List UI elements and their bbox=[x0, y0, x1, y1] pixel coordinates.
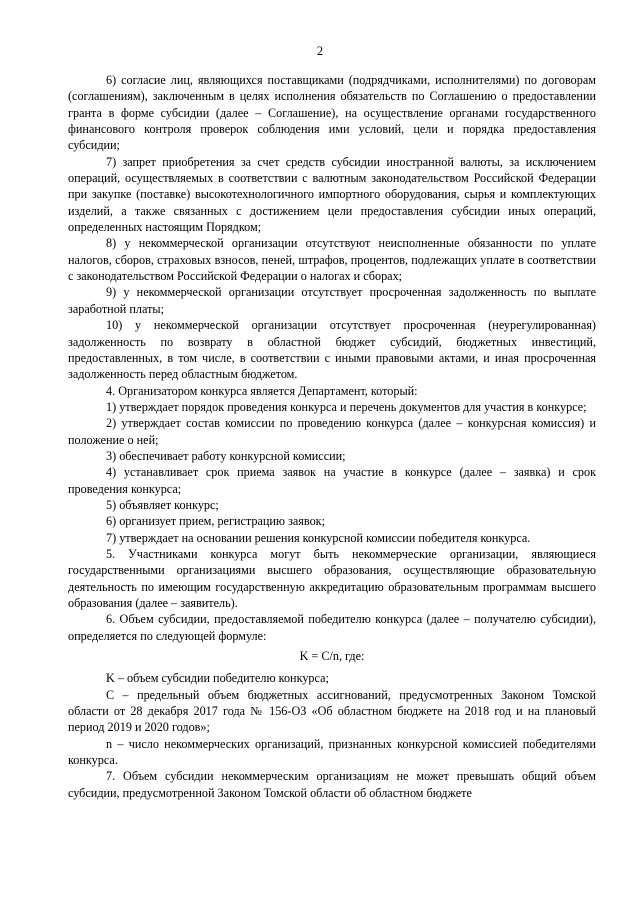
paragraph-4-1: 1) утверждает порядок проведения конкурса и перечень документов для участия в конкурсе; bbox=[106, 399, 587, 414]
paragraph-item-8-tax-obligations: 8) у некоммерческой организации отсутствуют неисполненные обязанности по уплате налогов, сборов, страховых взносов, пеней, штрафов, процентов, подлежащих уплате в соответствии с законодательством Российской Федерации о налогах и сборах; bbox=[68, 236, 596, 284]
paragraph-4-2: 2) утверждает состав комиссии по проведению конкурса (далее – конкурсная комиссия) и положение о ней; bbox=[68, 416, 596, 447]
paragraph-item-9-wage-arrears: 9) у некоммерческой организации отсутствует просроченная задолженность по выплате заработной платы; bbox=[68, 285, 596, 316]
section-4-heading: 4. Организатором конкурса является Департамент, который: bbox=[106, 383, 418, 398]
definition-c: C – предельный объем бюджетных ассигнований, предусмотренных Законом Томской области от 28 декабря 2017 года № 156-ОЗ «Об областном бюджете на 2018 год и на плановый период 2019 и 2020 годов»; bbox=[68, 687, 596, 735]
paragraph-4-6: 6) организует прием, регистрацию заявок; bbox=[106, 514, 325, 529]
paragraph-4-5: 5) объявляет конкурс; bbox=[106, 497, 219, 512]
section-6-subsidy-volume: 6. Объем субсидии, предоставляемой победителю конкурса (далее – получателю субсидии), определяется по следующей формуле: bbox=[68, 612, 596, 643]
section-5-participants: 5. Участниками конкурса могут быть некоммерческие организации, являющиеся государственными организациями высшего образования, осуществляющие образовательную деятельность по имеющим государственную аккредитацию образовательным программам высшего образования (далее – заявитель). bbox=[68, 546, 596, 610]
page-number: 2 bbox=[316, 44, 324, 58]
paragraph-4-4: 4) устанавливает срок приема заявок на участие в конкурсе (далее – заявка) и срок проведения конкурса; bbox=[68, 465, 596, 496]
paragraph-item-10-budget-debt: 10) у некоммерческой организации отсутствует просроченная (неурегулированная) задолженность по возврату в областной бюджет субсидий, бюджетных инвестиций, предоставленных, в том числе, в соответствии с иными правовыми актами, и иная просроченная задолженность перед областным бюджетом. bbox=[68, 318, 596, 382]
subsidy-formula: K = C/n, где: bbox=[299, 649, 365, 664]
section-7-subsidy-limit: 7. Объем субсидии некоммерческим организациям не может превышать общий объем субсидии, предусмотренной Законом Томской области об областном бюджете bbox=[68, 769, 596, 800]
paragraph-item-7-currency-ban: 7) запрет приобретения за счет средств субсидии иностранной валюты, за исключением операций, осуществляемых в соответствии с валютным законодательством Российской Федерации при закупке (поставке) высокотехнологичного импортного оборудования, сырья и комплектующих изделий, а также связанных с достижением цели предоставления субсидии иных операций, определенных настоящим Порядком; bbox=[68, 154, 596, 235]
paragraph-4-7: 7) утверждает на основании решения конкурсной комиссии победителя конкурса. bbox=[106, 530, 531, 545]
definition-k: K – объем субсидии победителю конкурса; bbox=[106, 671, 329, 686]
paragraph-item-6-consent: 6) согласие лиц, являющихся поставщиками (подрядчиками, исполнителями) по договорам (соглашениям), заключенным в целях исполнения обязательств по Соглашению о предоставлении гранта в форме субсидии (далее – Соглашение), на осуществление органами государственного финансового контроля проверок соблюдения ими условий, цели и порядка предоставления субсидии; bbox=[68, 73, 596, 153]
paragraph-4-3: 3) обеспечивает работу конкурсной комиссии; bbox=[106, 448, 346, 463]
document-body bbox=[68, 72, 596, 801]
definition-n: n – число некоммерческих организаций, признанных конкурсной комиссией победителями конкурса. bbox=[68, 736, 596, 768]
